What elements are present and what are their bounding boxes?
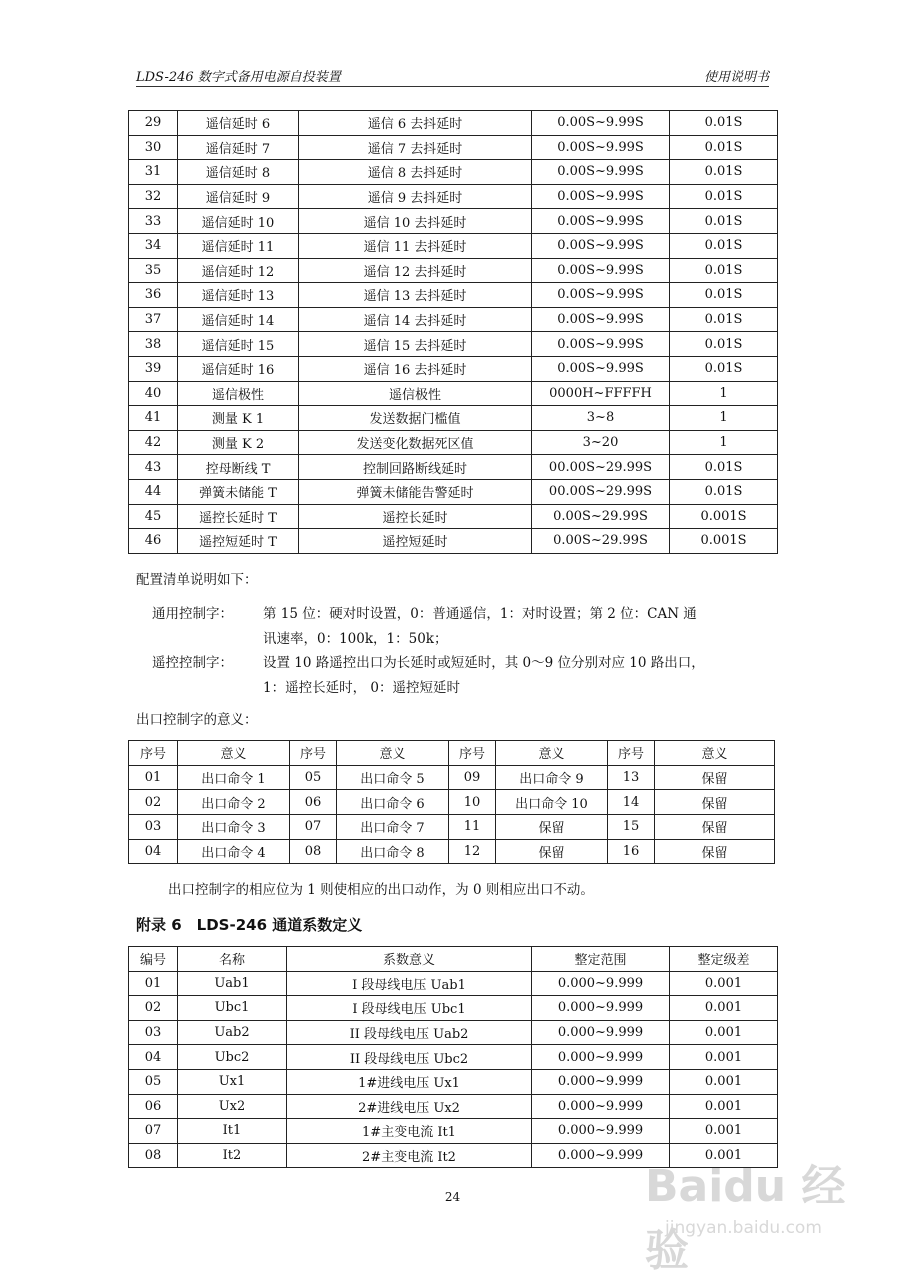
table-cell: 05 bbox=[290, 765, 337, 790]
table-cell: 45 bbox=[129, 504, 178, 529]
header-doc-type: 使用说明书 bbox=[703, 70, 769, 85]
table-cell: It1 bbox=[178, 1119, 287, 1144]
table-cell: 保留 bbox=[655, 815, 775, 840]
table-cell: 保留 bbox=[655, 790, 775, 815]
table-cell: 遥信 16 去抖延时 bbox=[299, 356, 532, 381]
table-row bbox=[129, 135, 778, 160]
table-cell: 遥信延时 14 bbox=[178, 307, 299, 332]
table-cell: 44 bbox=[129, 479, 178, 504]
table-cell: 弹簧未储能告警延时 bbox=[299, 479, 532, 504]
table-cell: 01 bbox=[129, 765, 178, 790]
table-cell: 06 bbox=[129, 1094, 178, 1119]
table-cell: 0.01S bbox=[670, 455, 778, 480]
table-cell: 03 bbox=[129, 1020, 178, 1045]
table-cell: 遥信延时 11 bbox=[178, 233, 299, 258]
table-row bbox=[129, 479, 778, 504]
table-cell: 0.01S bbox=[670, 479, 778, 504]
outlet-control-table bbox=[128, 740, 775, 864]
table-cell: 测量 K 2 bbox=[178, 430, 299, 455]
table-cell: 0.001 bbox=[670, 971, 778, 996]
table-cell: 04 bbox=[129, 1045, 178, 1070]
table-cell: 46 bbox=[129, 529, 178, 554]
table-cell: 0.000~9.999 bbox=[532, 1094, 670, 1119]
table-cell: 遥信延时 13 bbox=[178, 283, 299, 308]
general-control-desc-1: 第 15 位：硬对时设置，0：普通遥信，1：对时设置；第 2 位：CAN 通 bbox=[263, 606, 697, 622]
table-row bbox=[129, 406, 778, 431]
table-cell: 41 bbox=[129, 406, 178, 431]
table-cell: It2 bbox=[178, 1143, 287, 1168]
table-cell: 遥控短延时 bbox=[299, 529, 532, 554]
table-cell: 08 bbox=[129, 1143, 178, 1168]
table-cell: 遥信极性 bbox=[299, 381, 532, 406]
table-header-row bbox=[129, 947, 778, 972]
table-cell: 0.000~9.999 bbox=[532, 1069, 670, 1094]
table-cell: 出口命令 8 bbox=[337, 839, 449, 864]
table-cell: 遥信 6 去抖延时 bbox=[299, 111, 532, 136]
table-cell: 04 bbox=[129, 839, 178, 864]
table-cell: 出口命令 4 bbox=[178, 839, 290, 864]
table-cell: 发送数据门槛值 bbox=[299, 406, 532, 431]
table-header-row bbox=[129, 741, 775, 766]
table-cell: 遥信延时 16 bbox=[178, 356, 299, 381]
table-cell: 遥信 11 去抖延时 bbox=[299, 233, 532, 258]
table-cell: 0.00S~29.99S bbox=[532, 529, 670, 554]
table-row bbox=[129, 111, 778, 136]
table-row bbox=[129, 160, 778, 185]
column-header: 名称 bbox=[178, 947, 287, 972]
table-cell: 15 bbox=[608, 815, 655, 840]
watermark-logo: Baidu 经验 bbox=[645, 1161, 846, 1276]
table-row bbox=[129, 233, 778, 258]
table-cell: 10 bbox=[449, 790, 496, 815]
table-cell: 1#进线电压 Ux1 bbox=[287, 1069, 532, 1094]
table-cell: 0.001 bbox=[670, 1119, 778, 1144]
table-cell: 0.01S bbox=[670, 160, 778, 185]
table-cell: I 段母线电压 Uab1 bbox=[287, 971, 532, 996]
general-control-label: 通用控制字： bbox=[152, 606, 233, 622]
table-cell: 出口命令 10 bbox=[496, 790, 608, 815]
table-cell: 遥信 8 去抖延时 bbox=[299, 160, 532, 185]
table-cell: 0.00S~9.99S bbox=[532, 111, 670, 136]
table-row bbox=[129, 529, 778, 554]
channel-coefficient-table bbox=[128, 946, 778, 1168]
table-cell: 3~8 bbox=[532, 406, 670, 431]
table-row bbox=[129, 381, 778, 406]
table-cell: 0.001S bbox=[670, 529, 778, 554]
table-cell: 08 bbox=[290, 839, 337, 864]
table-cell: 39 bbox=[129, 356, 178, 381]
table-cell: 0.000~9.999 bbox=[532, 971, 670, 996]
table-cell: 出口命令 1 bbox=[178, 765, 290, 790]
table-cell: 0.00S~9.99S bbox=[532, 258, 670, 283]
table-row bbox=[129, 1020, 778, 1045]
table-cell: Uab2 bbox=[178, 1020, 287, 1045]
page-number: 24 bbox=[444, 1190, 461, 1204]
remote-control-desc-1: 设置 10 路遥控出口为长延时或短延时，其 0～9 位分别对应 10 路出口， bbox=[263, 655, 705, 671]
table-cell: 0.00S~9.99S bbox=[532, 209, 670, 234]
table-cell: 0.01S bbox=[670, 258, 778, 283]
table-cell: 02 bbox=[129, 790, 178, 815]
table-cell: 遥控长延时 T bbox=[178, 504, 299, 529]
table-cell: 1 bbox=[670, 406, 778, 431]
table-cell: 07 bbox=[290, 815, 337, 840]
table-cell: 0.01S bbox=[670, 356, 778, 381]
table-cell: 34 bbox=[129, 233, 178, 258]
table-row bbox=[129, 815, 775, 840]
table-row bbox=[129, 1094, 778, 1119]
table-cell: 出口命令 5 bbox=[337, 765, 449, 790]
table-cell: 0000H~FFFFH bbox=[532, 381, 670, 406]
table-cell: 29 bbox=[129, 111, 178, 136]
table-cell: 保留 bbox=[655, 839, 775, 864]
table-row bbox=[129, 184, 778, 209]
table-cell: 出口命令 9 bbox=[496, 765, 608, 790]
table-cell: 0.01S bbox=[670, 332, 778, 357]
table-cell: 出口命令 2 bbox=[178, 790, 290, 815]
table-cell: 0.00S~9.99S bbox=[532, 233, 670, 258]
table-cell: 32 bbox=[129, 184, 178, 209]
table-cell: 遥信 12 去抖延时 bbox=[299, 258, 532, 283]
table-cell: 遥信极性 bbox=[178, 381, 299, 406]
table-cell: 0.001S bbox=[670, 504, 778, 529]
outlet-title: 出口控制字的意义： bbox=[136, 712, 258, 728]
table-cell: 0.01S bbox=[670, 283, 778, 308]
table-cell: 35 bbox=[129, 258, 178, 283]
table-cell: 出口命令 6 bbox=[337, 790, 449, 815]
table-cell: 0.001 bbox=[670, 1069, 778, 1094]
column-header: 编号 bbox=[129, 947, 178, 972]
table-cell: 0.01S bbox=[670, 111, 778, 136]
table-cell: 遥信延时 10 bbox=[178, 209, 299, 234]
table-row bbox=[129, 356, 778, 381]
table-cell: 01 bbox=[129, 971, 178, 996]
table-cell: 遥信延时 9 bbox=[178, 184, 299, 209]
table-cell: 弹簧未储能 T bbox=[178, 479, 299, 504]
table-cell: 0.000~9.999 bbox=[532, 1045, 670, 1070]
table-row bbox=[129, 332, 778, 357]
table-cell: 0.01S bbox=[670, 184, 778, 209]
table-row bbox=[129, 1119, 778, 1144]
column-header: 序号 bbox=[608, 741, 655, 766]
watermark-url: jingyan.baidu.com bbox=[665, 1218, 822, 1238]
table-cell: 14 bbox=[608, 790, 655, 815]
column-header: 序号 bbox=[129, 741, 178, 766]
table-cell: 11 bbox=[449, 815, 496, 840]
outlet-note: 出口控制字的相应位为 1 则使相应的出口动作，为 0 则相应出口不动。 bbox=[168, 882, 594, 898]
appendix-heading: 附录 6 LDS-246 通道系数定义 bbox=[136, 916, 363, 934]
table-cell: 00.00S~29.99S bbox=[532, 455, 670, 480]
table-cell: 遥信延时 7 bbox=[178, 135, 299, 160]
table-cell: 0.00S~9.99S bbox=[532, 283, 670, 308]
table-cell: 0.001 bbox=[670, 1143, 778, 1168]
table-cell: 遥信 14 去抖延时 bbox=[299, 307, 532, 332]
table-cell: 遥信 7 去抖延时 bbox=[299, 135, 532, 160]
baidu-watermark bbox=[635, 1150, 865, 1276]
table-cell: Ubc2 bbox=[178, 1045, 287, 1070]
table-cell: 发送变化数据死区值 bbox=[299, 430, 532, 455]
table-row bbox=[129, 971, 778, 996]
table-cell: 3~20 bbox=[532, 430, 670, 455]
table-cell: 0.00S~9.99S bbox=[532, 307, 670, 332]
table-cell: I 段母线电压 Ubc1 bbox=[287, 996, 532, 1021]
table-cell: 0.000~9.999 bbox=[532, 1020, 670, 1045]
table-cell: 06 bbox=[290, 790, 337, 815]
column-header: 意义 bbox=[178, 741, 290, 766]
table-cell: Ux2 bbox=[178, 1094, 287, 1119]
table-cell: 遥信 15 去抖延时 bbox=[299, 332, 532, 357]
table-cell: 遥信延时 12 bbox=[178, 258, 299, 283]
table-cell: Uab1 bbox=[178, 971, 287, 996]
remote-control-desc-2: 1：遥控长延时， 0：遥控短延时 bbox=[263, 680, 460, 696]
table-row bbox=[129, 209, 778, 234]
parameter-table bbox=[128, 110, 778, 554]
table-cell: 09 bbox=[449, 765, 496, 790]
table-cell: 1#主变电流 It1 bbox=[287, 1119, 532, 1144]
table-cell: 0.001 bbox=[670, 996, 778, 1021]
table-cell: 02 bbox=[129, 996, 178, 1021]
table-cell: 0.001 bbox=[670, 1020, 778, 1045]
table-row bbox=[129, 455, 778, 480]
table-cell: 31 bbox=[129, 160, 178, 185]
column-header: 意义 bbox=[496, 741, 608, 766]
table-cell: 2#主变电流 It2 bbox=[287, 1143, 532, 1168]
table-cell: 遥信 13 去抖延时 bbox=[299, 283, 532, 308]
table-cell: II 段母线电压 Ubc2 bbox=[287, 1045, 532, 1070]
column-header: 系数意义 bbox=[287, 947, 532, 972]
table-row bbox=[129, 307, 778, 332]
table-cell: 0.00S~9.99S bbox=[532, 184, 670, 209]
table-cell: 00.00S~29.99S bbox=[532, 479, 670, 504]
table-cell: 遥控长延时 bbox=[299, 504, 532, 529]
table-row bbox=[129, 258, 778, 283]
table-cell: 遥信延时 15 bbox=[178, 332, 299, 357]
table-cell: 1 bbox=[670, 381, 778, 406]
table-cell: 控母断线 T bbox=[178, 455, 299, 480]
table-row bbox=[129, 1045, 778, 1070]
table-cell: 0.001 bbox=[670, 1045, 778, 1070]
column-header: 整定级差 bbox=[670, 947, 778, 972]
header-title: LDS-246 数字式备用电源自投装置 bbox=[136, 70, 341, 85]
table-cell: 0.01S bbox=[670, 209, 778, 234]
general-control-desc-2: 讯速率，0：100k，1：50k； bbox=[263, 631, 448, 647]
table-cell: 出口命令 3 bbox=[178, 815, 290, 840]
table-cell: 05 bbox=[129, 1069, 178, 1094]
table-cell: 0.01S bbox=[670, 307, 778, 332]
column-header: 整定范围 bbox=[532, 947, 670, 972]
table-cell: 保留 bbox=[496, 839, 608, 864]
config-title: 配置清单说明如下： bbox=[136, 572, 258, 588]
table-cell: 0.000~9.999 bbox=[532, 1143, 670, 1168]
table-cell: 0.00S~9.99S bbox=[532, 332, 670, 357]
table-cell: 36 bbox=[129, 283, 178, 308]
table-cell: 1 bbox=[670, 430, 778, 455]
table-cell: 40 bbox=[129, 381, 178, 406]
table-cell: 12 bbox=[449, 839, 496, 864]
table-cell: 43 bbox=[129, 455, 178, 480]
table-cell: Ubc1 bbox=[178, 996, 287, 1021]
page-header bbox=[136, 62, 769, 87]
column-header: 序号 bbox=[449, 741, 496, 766]
table-cell: 2#进线电压 Ux2 bbox=[287, 1094, 532, 1119]
table-cell: 38 bbox=[129, 332, 178, 357]
table-row bbox=[129, 283, 778, 308]
table-row bbox=[129, 430, 778, 455]
table-row bbox=[129, 996, 778, 1021]
table-cell: 30 bbox=[129, 135, 178, 160]
table-row bbox=[129, 1069, 778, 1094]
table-cell: 0.01S bbox=[670, 233, 778, 258]
table-cell: 0.00S~9.99S bbox=[532, 135, 670, 160]
table-cell: 保留 bbox=[655, 765, 775, 790]
table-cell: 0.00S~9.99S bbox=[532, 356, 670, 381]
table-cell: 33 bbox=[129, 209, 178, 234]
table-cell: 0.000~9.999 bbox=[532, 1119, 670, 1144]
table-cell: II 段母线电压 Uab2 bbox=[287, 1020, 532, 1045]
remote-control-label: 遥控控制字： bbox=[152, 655, 233, 671]
column-header: 序号 bbox=[290, 741, 337, 766]
table-cell: 0.00S~29.99S bbox=[532, 504, 670, 529]
table-cell: 遥信延时 8 bbox=[178, 160, 299, 185]
table-row bbox=[129, 765, 775, 790]
column-header: 意义 bbox=[655, 741, 775, 766]
table-cell: 0.000~9.999 bbox=[532, 996, 670, 1021]
table-cell: 13 bbox=[608, 765, 655, 790]
table-cell: 遥信延时 6 bbox=[178, 111, 299, 136]
table-cell: 42 bbox=[129, 430, 178, 455]
table-cell: 0.001 bbox=[670, 1094, 778, 1119]
table-cell: 0.00S~9.99S bbox=[532, 160, 670, 185]
table-cell: 保留 bbox=[496, 815, 608, 840]
table-cell: 03 bbox=[129, 815, 178, 840]
table-cell: 遥控短延时 T bbox=[178, 529, 299, 554]
column-header: 意义 bbox=[337, 741, 449, 766]
table-cell: 07 bbox=[129, 1119, 178, 1144]
table-cell: 遥信 10 去抖延时 bbox=[299, 209, 532, 234]
table-cell: 遥信 9 去抖延时 bbox=[299, 184, 532, 209]
table-cell: 出口命令 7 bbox=[337, 815, 449, 840]
table-cell: Ux1 bbox=[178, 1069, 287, 1094]
table-row bbox=[129, 839, 775, 864]
table-row bbox=[129, 790, 775, 815]
table-cell: 0.01S bbox=[670, 135, 778, 160]
table-cell: 16 bbox=[608, 839, 655, 864]
table-cell: 测量 K 1 bbox=[178, 406, 299, 431]
table-cell: 37 bbox=[129, 307, 178, 332]
table-row bbox=[129, 504, 778, 529]
table-cell: 控制回路断线延时 bbox=[299, 455, 532, 480]
